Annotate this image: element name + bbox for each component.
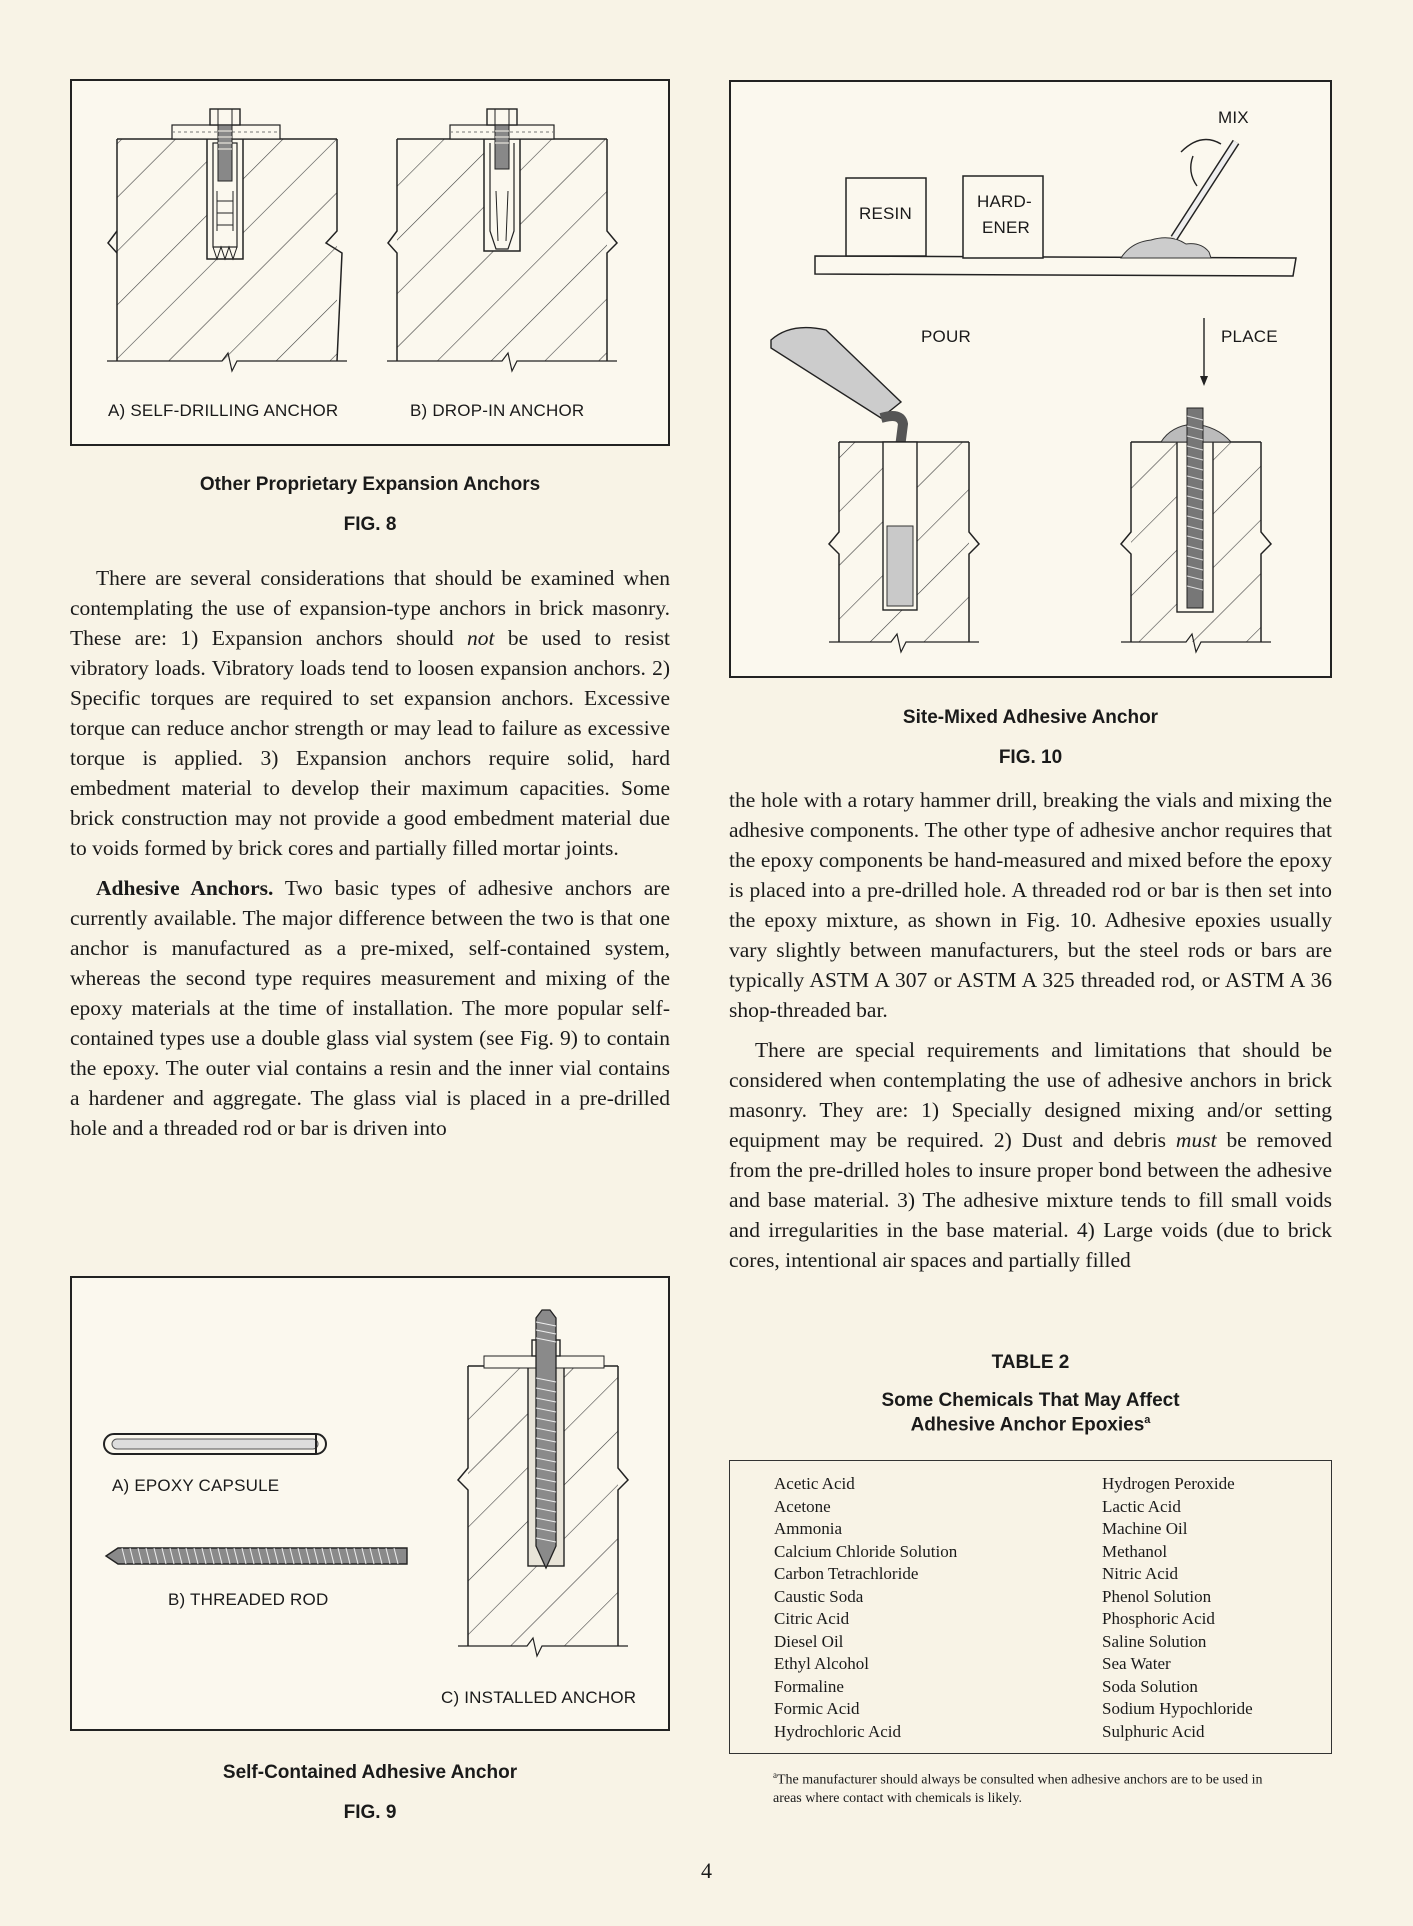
fig9-caption-fig: FIG. 9 [343, 1802, 397, 1823]
chemical-item: Formaline [774, 1676, 844, 1696]
fig8-drawing [72, 81, 672, 448]
fig9-box [70, 1276, 670, 1731]
table2-footnote-mark: a [773, 1770, 777, 1780]
chemical-item: Acetone [774, 1496, 831, 1516]
table2-col1 [774, 1473, 957, 1743]
fig10-box [729, 80, 1332, 678]
fig8-caption-fig: FIG. 8 [343, 514, 397, 535]
right-paragraph-1: the hole with a rotary hammer drill, breaking the vials and mixing the adhesive components. The other type of adhesive anchor requires that the epoxy components be hand-measured and mixed before the epoxy is placed into a pre-drilled hole. A threaded rod or bar is then set into the epoxy mixture, as shown in Fig. 10. Adhesive epoxies usually vary slightly between manufacturers, but the steel rods or bars are typically ASTM A 307 or ASTM A 325 threaded rod, or ASTM A 36 shop-threaded bar. [729, 788, 1332, 1022]
fig10-caption-fig: FIG. 10 [998, 747, 1063, 768]
fig9-label-c: C) INSTALLED ANCHOR [441, 1688, 637, 1707]
chemical-item: Sea Water [1102, 1654, 1171, 1673]
right-column-text [729, 785, 1332, 1285]
page-number: 4 [701, 1858, 712, 1883]
table2-title-line2: Adhesive Anchor Epoxies [910, 1414, 1145, 1436]
left-column-text [70, 563, 670, 1153]
fig10-label-hardener-2: ENER [982, 218, 1031, 237]
fig10-label-pour: POUR [921, 327, 971, 346]
fig10-label-mix: MIX [1218, 108, 1249, 127]
chemical-item: Carbon Tetrachloride [774, 1564, 919, 1583]
chemical-item: Caustic Soda [774, 1586, 864, 1606]
fig9-label-b: B) THREADED ROD [168, 1590, 329, 1609]
chemical-item: Hydrogen Peroxide [1102, 1474, 1235, 1493]
chemical-item: Acetic Acid [774, 1474, 855, 1493]
fig8-caption-title: Other Proprietary Expansion Anchors [199, 474, 541, 495]
left-paragraph-1: There are several considerations that should be examined when contemplating the use of expansion-type anchors in brick masonry. These are: 1) Expansion anchors should not be used to resist vibratory loads. Vibratory loads tend to loosen expansion anchors. 2) Specific torques are required to set expansion anchors. Excessive torque can reduce anchor strength or may lead to failure as excessive torque is applied. 3) Expansion anchors require solid, hard embedment material to develop their maximum capacities. Some brick construction may not provide a good embedment material due to voids formed by brick cores and partially filled mortar joints. [70, 566, 670, 860]
left-paragraph-2: Adhesive Anchors. Two basic types of adhesive anchors are currently available. The major difference between the two is that one anchor is manufactured as a pre-mixed, self-contained system, whereas the second type requires measurement and mixing of the epoxy materials at the time of installation. The more popular self-contained types use a double glass vial system (see Fig. 9) to contain the epoxy. The outer vial contains a resin and the inner vial contains a hardener and aggregate. The glass vial is placed in a pre-drilled hole and a threaded rod or bar is driven into [70, 876, 670, 1140]
fig9-label-a: A) EPOXY CAPSULE [112, 1476, 280, 1495]
chemical-item: Methanol [1102, 1541, 1168, 1561]
emphasis-must: must [1175, 1128, 1217, 1152]
fig10-label-place: PLACE [1221, 327, 1278, 346]
table2-col2 [1102, 1473, 1253, 1743]
table2-box [729, 1460, 1332, 1754]
right-paragraph-2: There are special requirements and limitations that should be considered when contemplating the use of adhesive anchors in brick masonry. They are: 1) Specially designed mixing and/or setting equipment may be required. 2) Dust and debris must be removed from the pre-drilled holes to insure proper bond between the adhesive and base material. 3) The adhesive mixture tends to fill small voids and irregularities in the base material. 4) Large voids (due to brick cores, intentional air spaces and partially filled [729, 1038, 1332, 1272]
threaded-rod [106, 1548, 407, 1564]
chemical-item: Formic Acid [774, 1699, 860, 1718]
fig8-label-b: B) DROP-IN ANCHOR [410, 401, 585, 420]
chemical-item: Phenol Solution [1102, 1586, 1212, 1606]
chemical-item: Citric Acid [774, 1609, 850, 1628]
table2-title-mark: a [1144, 1414, 1151, 1426]
fig8-panel-a [107, 109, 347, 371]
chemical-item: Nitric Acid [1102, 1564, 1179, 1583]
chemical-item: Saline Solution [1102, 1631, 1207, 1651]
epoxy-capsule [104, 1434, 326, 1454]
chemical-item: Ammonia [774, 1519, 842, 1538]
chemical-item: Hydrochloric Acid [774, 1721, 901, 1741]
fig8-label-a: A) SELF-DRILLING ANCHOR [108, 401, 339, 420]
table2-title-line2-wrap [729, 1414, 1332, 1436]
chemical-item: Machine Oil [1102, 1519, 1188, 1538]
chemical-item: Sodium Hypochloride [1102, 1699, 1253, 1718]
fig8-panel-b [387, 109, 617, 371]
fig9-caption-title: Self-Contained Adhesive Anchor [222, 1762, 518, 1783]
fig10-label-resin: RESIN [859, 204, 912, 223]
table2-title-line1: Some Chemicals That May Affect [881, 1390, 1180, 1411]
installed-anchor [458, 1310, 628, 1656]
chemical-item: Phosphoric Acid [1102, 1609, 1215, 1628]
chemical-item: Calcium Chloride Solution [774, 1541, 958, 1561]
chemical-item: Lactic Acid [1102, 1496, 1181, 1516]
table2-footnote: $^a$The manufacturer should always be consulted when adhesive anchors are to be used in areas where contact with chemicals is likely. [773, 1770, 1263, 1806]
fig8-box [70, 79, 670, 446]
chemical-item: Ethyl Alcohol [774, 1654, 869, 1673]
fig10-caption-title: Site-Mixed Adhesive Anchor [902, 707, 1159, 728]
chemical-item: Diesel Oil [774, 1631, 844, 1651]
adhesive-anchors-heading: Adhesive Anchors. [96, 876, 274, 900]
table2-label: TABLE 2 [991, 1352, 1070, 1373]
fig10-label-hardener-1: HARD- [977, 192, 1032, 211]
fig10-drawing [731, 82, 1334, 680]
chemical-item: Sulphuric Acid [1102, 1721, 1205, 1741]
fig9-drawing [72, 1278, 672, 1733]
emphasis-not: not [467, 626, 495, 650]
chemical-item: Soda Solution [1102, 1676, 1198, 1696]
